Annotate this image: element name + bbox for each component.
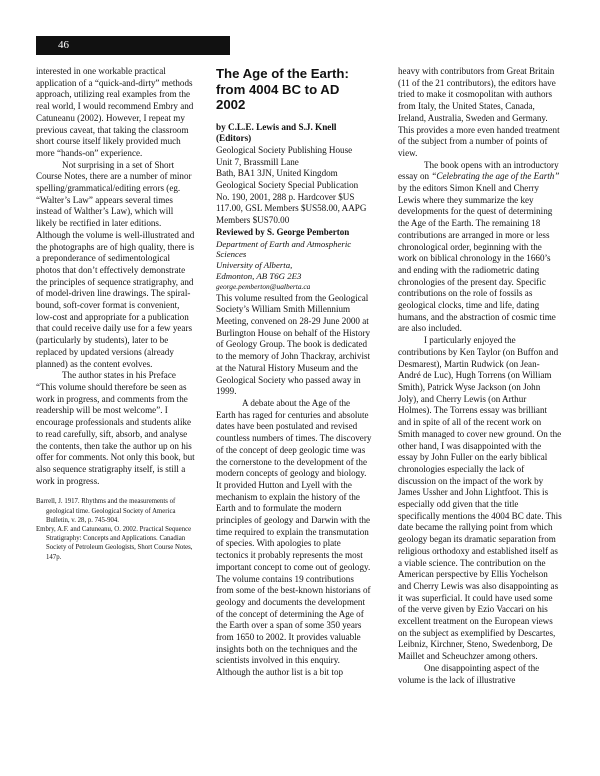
column-left (36, 66, 196, 562)
column-middle (216, 66, 372, 679)
article-title: The Age of the Earth: from 4004 BC to AD 2002 (216, 66, 349, 112)
reference-item: Barrell, J. 1917. Rhythms and the measurements of geological time. Geological Society of America Bulletin, v. 28, p. 745-904. (36, 498, 176, 524)
column-right (398, 66, 562, 686)
affiliation-line: Department of Earth and Atmospheric Sciences (216, 238, 352, 260)
reviewer-email: george.pemberton@ualberta.ca (216, 282, 311, 292)
publication-details: Geological Society Special Publication No. 190, 2001, 288 p. Hardcover $US 117.00, GSL Members $US58.00, AAPG Members $US70.00 (216, 180, 367, 226)
paragraph-text: by the editors Simon Knell and Cherry Lewis where they summarize the key developments for the quest of determining the Age of the Earth. The remaining 18 contributions are arranged in more or less chronological order, beginning with the work on biblical chronology in the 1660’s and ending with the radiometric dating chronologies of the present day. Specific contributions on the role of fossils as geological clocks, time and life, dating humans, and the abstraction of cosmic time are also included. (398, 183, 556, 334)
essay-title: “Celebrating the age of the Earth” (431, 171, 560, 182)
page-number-bar (36, 36, 230, 55)
paragraph: heavy with contributors from Great Britain (11 of the 21 contributors), the editors have tried to make it cosmopolitan with authors from Italy, the United States, Canada, Ireland, Australia, Sweden and Germany. This provides a more even handed treatment of the subject from a number of points of view. (398, 66, 560, 158)
paragraph: I particularly enjoyed the contributions by Ken Taylor (on Buffon and Desmarest), Martin Rudwick (on Jean-André de Luc), Hugh Torrens (on William Smith), Patrick Wyse Jackson (on John Joly), and Cherry Lewis (on Arthur Holmes). The Torrens essay was brilliant and in spite of all of the recent work on Smith managed to cover new ground. On the other hand, I was disappointed with the essay by John Fuller on the early biblical chronologies especially the lack of discussion on the impact of the work by James Ussher and John Lightfoot. This is especially odd given that the title specifically mentions the 4004 BC date. This date became the rallying point from which geology began its dramatic separation from religious orthodoxy and established itself as a viable science. The contribution on the American perspective by Ellis Yochelson and Cherry Lewis was also disappointing as it was superficial. It could have used some of the verve given by Ezio Vaccari on his excellent treatment on the European views on the subject as exemplified by Descartes, Leibniz, Kirchner, Steno, Swedenborg, De Maillet and Scheuchzer among others. (398, 335, 562, 662)
paragraph: One disappointing aspect of the volume is the lack of illustrative (398, 662, 540, 685)
publisher-line: Bath, BA1 3JN, United Kingdom (216, 168, 338, 179)
paragraph (398, 160, 562, 336)
affiliation-line: University of Alberta, (216, 260, 293, 271)
page-number: 46 (58, 39, 69, 51)
references (36, 497, 196, 561)
publisher-line: Unit 7, Brassmill Lane (216, 156, 299, 167)
affiliation-line: Edmonton, AB T6G 2E3 (216, 271, 302, 282)
paragraph: interested in one workable practical application of a “quick-and-dirty” methods approach, utilizing real examples from the real world, I would recommend Embry and Catuneanu (2002). However, I repeat my previous caveat, that taking the classroom short course itself likely provided much more “hands-on” experience. (36, 66, 194, 158)
paragraph: Not surprising in a set of Short Course Notes, there are a number of minor spelling/grammatical/editing errors (eg. “Walter’s Law” appears several times instead of Walther’s Law), which will likely be rectified in later editions. Although the volume is well-illustrated and the photographs are of high quality, there is a preponderance of sedimentological photos that don’t effectively demonstrate the principles of sequence stratigraphy, and of model-driven line drawings. The spiral-bound, soft-cover format is convenient, low-cost and appropriate for a publication that could receive daily use for a few years (particularly by students), later to be replaced by updated versions (already planned) as the content evolves. (36, 159, 195, 369)
paragraph: The author states in his Preface “This volume should therefore be seen as work in progress, and comments from the readership will be most welcome”. I encourage professionals and students alike to read carefully, sift, absorb, and analyse the contents, then take the author up on his offer for comments. Not only this book, but also sequence stratigraphy itself, is still a work in progress. (36, 370, 195, 486)
paragraph-text: The book opens with an introductory essay on (398, 159, 559, 182)
paragraph: This volume resulted from the Geological Society’s William Smith Millennium Meeting, convened on 28-29 June 2000 at Burlington House on behalf of the History of Geology Group. The book is dedicated to the memory of John Thackray, archivist at the Natural History Museum and the Geological Society who passed away in 1999. (216, 292, 371, 397)
paragraph: A debate about the Age of the Earth has raged for centuries and absolute dates have been postulated and revised countless numbers of times. The discovery of the concept of deep geologic time was the cornerstone to the development of the modern concepts of geology and biology. It provided Hutton and Lyell with the mechanism to explain the history of the Earth and to formulate the modern principles of geology and Darwin with the time required to explain the transmutation of species. With apologies to plate tectonics it probably represents the most important concept to come out of geology. The volume contains 19 contributions from some of the best-known historians of geology and documents the development of the concept of determining the Age of the Earth over a span of some 350 years from 1650 to 2002. It provides valuable insights both on the techniques and the scientists involved in this enquiry. Although the author list is a bit top (216, 397, 372, 678)
book-authors: by C.L.E. Lewis and S.J. Knell (Editors) (216, 121, 337, 144)
reference-item: Embry, A.F. and Catuneanu, O. 2002. Practical Sequence Stratigraphy: Concepts and Applications. Canadian Society of Petroleum Geologists, Short Course Notes, 147p. (36, 525, 193, 561)
publisher-line: Geological Society Publishing House (216, 144, 353, 155)
reviewer-name: Reviewed by S. George Pemberton (216, 226, 350, 237)
